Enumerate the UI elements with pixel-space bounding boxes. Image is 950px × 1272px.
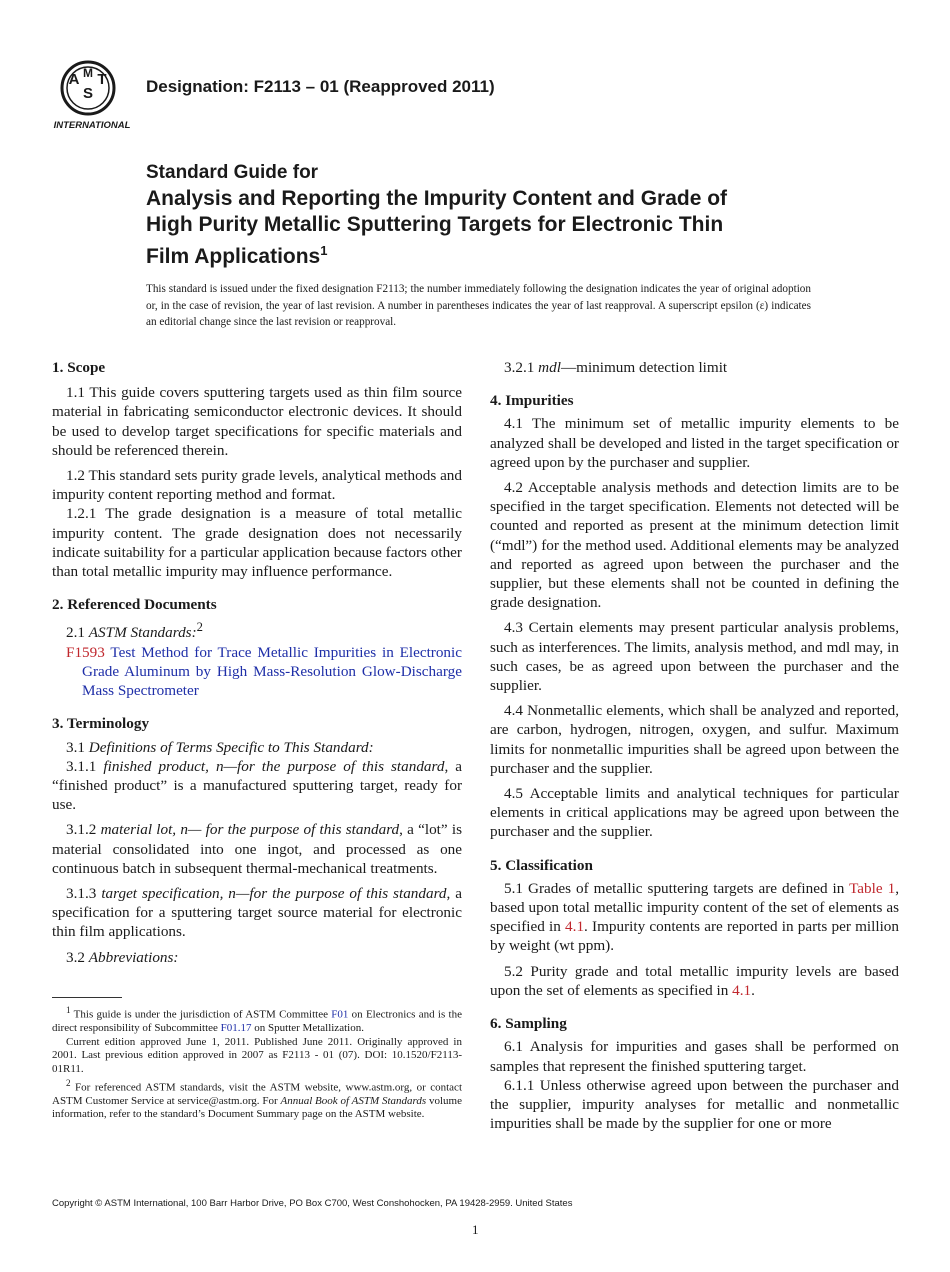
- para-3-2-1-term: mdl: [538, 359, 561, 376]
- footnote-1-edition: Current edition approved June 1, 2011. Published June 2011. Originally approved in 2001. Last previous edition approved in 2007 as F2113 - 01 (07). DOI: 10.1520/F2113-01R11.: [52, 1035, 462, 1076]
- para-3-1: [52, 738, 462, 757]
- para-3-1-2: [52, 820, 462, 878]
- footnote-2-text-a: For referenced ASTM standards, visit the ASTM website, www.astm.org, or contact ASTM Customer Service at service@astm.org. For: [52, 1081, 462, 1107]
- footnote-1: [52, 1004, 462, 1036]
- para-3-1-2-term: material lot, n— for the purpose of this standard: [100, 821, 400, 839]
- logo-subtext: INTERNATIONAL: [53, 120, 131, 131]
- section-2-heading: 2. Referenced Documents: [52, 596, 217, 614]
- para-2-1-sup: 2: [196, 620, 203, 635]
- footnote-2-text-b: volume information, refer to the standard’s Document Summary page on the ASTM website.: [52, 1094, 462, 1121]
- para-1-1: 1.1 This guide covers sputtering targets used as thin film source material in fabricating semiconductor electronic devices. It should be used to develop target specifications for specific materials and should be referenced therein.: [52, 384, 462, 459]
- section-3-heading: 3. Terminology: [52, 715, 150, 733]
- section-1-heading: 1. Scope: [52, 359, 106, 376]
- para-3-1-1-num: 3.1.1: [66, 757, 97, 775]
- para-3-1-num: 3.1: [66, 738, 85, 756]
- section-6-heading: 6. Sampling: [490, 1015, 567, 1033]
- right-column: [490, 358, 899, 1133]
- para-4-5: 4.5 Acceptable limits and analytical techniques for particular elements in critical applications may be agreed upon between the purchaser and the supplier.: [490, 785, 899, 841]
- standard-notice: This standard is issued under the fixed designation F2113; the number immediately following the designation indicates the year of original adoption or, in the case of revision, the year of last revision. A number in parentheses indicates the year of last reapproval. A superscript epsilon (ε) indicates an editorial change since the last revision or reapproval.: [146, 283, 811, 328]
- section-5-heading: 5. Classification: [490, 856, 593, 874]
- para-6-1: 6.1 Analysis for impurities and gases shall be performed on samples that represent the finished sputtering target.: [490, 1038, 899, 1075]
- footnote-divider: [52, 997, 122, 998]
- para-5-2-text-b: .: [751, 981, 755, 999]
- title-line-4-text: Film Applications: [146, 245, 321, 268]
- footnote-2-mark: 2: [66, 1077, 71, 1088]
- para-4-3: 4.3 Certain elements may present particular analysis problems, such as interferences. The limits, analysis method, and mdl may, in such cases, be as agreed upon between the purchaser and the supplier.: [490, 619, 899, 695]
- para-6-1-1: 6.1.1 Unless otherwise agreed upon between the purchaser and the supplier, impurity analyses for metallic and nonmetallic impurities shall be made by the supplier for one or more: [490, 1076, 899, 1133]
- title-line-1: Standard Guide for: [146, 162, 319, 183]
- para-5-1-text-a: 5.1 Grades of metallic sputtering targets are defined in: [504, 879, 850, 897]
- para-5-1-text-c: . Impurity contents are reported in parts per million by weight (wt ppm).: [490, 918, 899, 955]
- copyright-footer: Copyright © ASTM International, 100 Barr Harbor Drive, PO Box C700, West Conshohocken, PA 19428-2959. United States: [52, 1198, 573, 1209]
- document-title: [146, 160, 846, 270]
- para-5-1: [490, 879, 899, 956]
- footnote-1-text-c: on Sputter Metallization.: [251, 1022, 364, 1035]
- logo-letter-t: T: [97, 71, 107, 88]
- para-2-1-num: 2.1: [66, 624, 85, 642]
- para-3-1-2-num: 3.1.2: [66, 821, 97, 839]
- footnote-1-text-a: This guide is under the jurisdiction of ASTM Committee: [70, 1008, 332, 1021]
- para-5-1-text-b: , based upon total metallic impurity content of the set of elements as specified in: [490, 879, 899, 936]
- para-3-1-1: [52, 757, 462, 815]
- para-5-2-text-a: 5.2 Purity grade and total metallic impurity levels are based upon the set of elements as specified in: [490, 962, 899, 999]
- title-line-4: [146, 238, 846, 270]
- para-4-4: 4.4 Nonmetallic elements, which shall be analyzed and reported, are carbon, hydrogen, nitrogen, oxygen, and sulfur. Maximum limits for nonmetallic impurities shall be agreed upon between the purchaser and the supplier.: [490, 702, 899, 777]
- reference-title[interactable]: Test Method for Trace Metallic Impurities in Electronic Grade Aluminum by High Mass-Resolution Glow-Discharge Mass Spectrometer: [82, 643, 462, 700]
- para-1-2-1: 1.2.1 The grade designation is a measure of total metallic impurity content. The grade designation does not necessarily indicate suitability for a particular application because factors other than total metallic impurity may influence performance.: [52, 505, 462, 581]
- logo-letter-m: M: [83, 66, 93, 80]
- section-4-heading: 4. Impurities: [490, 392, 574, 410]
- para-3-1-1-term: finished product, n—for the purpose of this standard: [103, 757, 445, 775]
- para-2-1-label: ASTM Standards:: [88, 624, 197, 642]
- para-4-1: 4.1 The minimum set of metallic impurity elements to be analyzed shall be developed and listed in the target specification or agreed upon by the purchaser and supplier.: [490, 415, 899, 471]
- para-1-2: 1.2 This standard sets purity grade levels, analytical methods and impurity content reporting method and format.: [52, 467, 462, 504]
- para-5-2: [490, 962, 899, 1000]
- para-3-2-label: Abbreviations:: [88, 948, 179, 966]
- left-column: [52, 358, 462, 967]
- table-1-link[interactable]: Table 1: [849, 879, 896, 897]
- para-3-1-3-term: target specification, n—for the purpose of this standard: [101, 884, 447, 902]
- para-4-2: 4.2 Acceptable analysis methods and detection limits are to be specified in the target specification. Elements not detected will be counted and reported as present at the minimum detection limit (“mdl”) for the method used. Additional elements may be analyzed and reported as agreed upon between the purchaser and the supplier, but these elements shall not be counted in defining the grade designation.: [490, 479, 899, 612]
- para-2-1: [52, 618, 462, 642]
- designation: Designation: F2113 – 01 (Reapproved 2011): [146, 77, 495, 96]
- page-number: 1: [472, 1222, 479, 1237]
- section-4-1-link-2[interactable]: 4.1: [732, 981, 752, 999]
- title-footnote-mark: 1: [320, 243, 328, 258]
- para-3-2-1-num: 3.2.1: [504, 359, 535, 376]
- para-3-1-1-text: , a “finished product” is a manufactured sputtering target, ready for use.: [52, 757, 462, 814]
- footnote-1-text-b: on Electronics and is the direct responsibility of Subcommittee: [52, 1008, 462, 1035]
- para-3-1-3-num: 3.1.3: [66, 884, 97, 902]
- title-line-2: Analysis and Reporting the Impurity Content and Grade of: [146, 187, 728, 210]
- logo-letter-a: A: [68, 71, 80, 88]
- para-3-2-1: [490, 358, 899, 377]
- reference-code[interactable]: F1593: [66, 643, 105, 661]
- para-3-2: [52, 948, 462, 967]
- logo-letter-s: S: [82, 85, 94, 102]
- para-3-1-2-text: , a “lot” is material consolidated into one ingot, and processed as one continuous batch in subsequent thermal-mechanical treatments.: [52, 821, 462, 877]
- title-line-3: High Purity Metallic Sputtering Targets for Electronic Thin: [146, 213, 724, 236]
- footnote-2: [52, 1077, 462, 1122]
- para-3-1-3-text: , a specification for a sputtering target source material for electronic thin film applications.: [52, 884, 462, 941]
- footnote-1-mark: 1: [66, 1005, 71, 1015]
- astm-logo: [52, 58, 134, 132]
- footnotes: [52, 1004, 462, 1122]
- para-3-1-label: Definitions of Terms Specific to This Standard:: [88, 738, 374, 756]
- footnote-2-italic: Annual Book of ASTM Standards: [280, 1094, 427, 1107]
- committee-link[interactable]: F01: [331, 1008, 349, 1021]
- subcommittee-link[interactable]: F01.17: [220, 1022, 252, 1035]
- para-3-2-1-text: —minimum detection limit: [560, 359, 728, 376]
- para-3-1-3: [52, 884, 462, 942]
- section-4-1-link[interactable]: 4.1: [565, 918, 585, 936]
- para-3-2-num: 3.2: [66, 948, 85, 966]
- reference-f1593[interactable]: [52, 643, 462, 701]
